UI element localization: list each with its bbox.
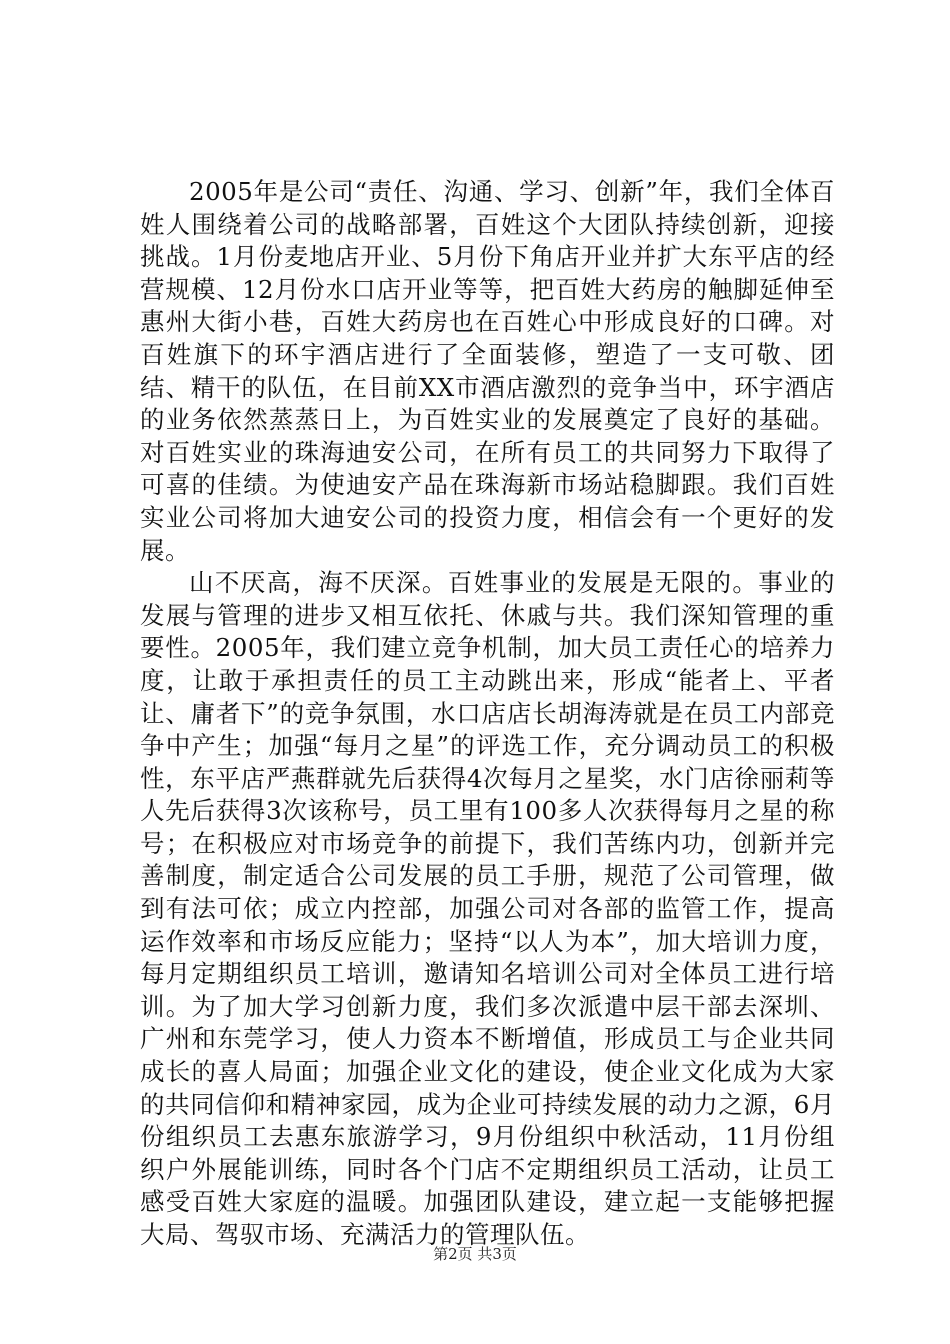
paragraph-2: 山不厌高，海不厌深。百姓事业的发展是无限的。事业的发展与管理的进步又相互依托、休戚与共。我们深知管理的重要性。2005年，我们建立竞争机制，加大员工责任心的培养力度，让敢于承担责任的员工主动跳出来，形成“能者上、平者让、庸者下”的竞争氛围，水口店店长胡海涛就是在员工内部竞争中产生；加强“每月之星”的评选工作，充分调动员工的积极性，东平店严燕群就先后获得4次每月之星奖，水门店徐丽莉等人先后获得3次该称号，员工里有100多人次获得每月之星的称号；在积极应对市场竞争的前提下，我们苦练内功，创新并完善制度，制定适合公司发展的员工手册，规范了公司管理，做到有法可依；成立内控部，加强公司对各部的监管工作，提高运作效率和市场反应能力；坚持“以人为本”，加大培训力度，每月定期组织员工培训，邀请知名培训公司对全体员工进行培训。为了加大学习创新力度，我们多次派遣中层干部去深圳、广州和东莞学习，使人力资本不断增值，形成员工与企业共同成长的喜人局面；加强企业文化的建设，使企业文化成为大家的共同信仰和精神家园，成为企业可持续发展的动力之源，6月份组织员工去惠东旅游学习，9月份组织中秋活动，11月份组织户外展能训练，同时各个门店不定期组织员工活动，让员工感受百姓大家庭的温暖。加强团队建设，建立起一支能够把握大局、驾驭市场、充满活力的管理队伍。 — [140, 568, 835, 1249]
page-number-footer: 第2页 共3页 — [433, 1245, 517, 1263]
document-body — [140, 176, 835, 1252]
paragraph-1: 2005年是公司“责任、沟通、学习、创新”年，我们全体百姓人围绕着公司的战略部署，百姓这个大团队持续创新，迎接挑战。1月份麦地店开业、5月份下角店开业并扩大东平店的经营规模、12月份水口店开业等等，把百姓大药房的触脚延伸至惠州大街小巷，百姓大药房也在百姓心中形成良好的口碑。对百姓旗下的环宇酒店进行了全面装修，塑造了一支可敬、团结、精干的队伍，在目前XX市酒店激烈的竞争当中，环宇酒店的业务依然蒸蒸日上，为百姓实业的发展奠定了良好的基础。对百姓实业的珠海迪安公司，在所有员工的共同努力下取得了可喜的佳绩。为使迪安产品在珠海新市场站稳脚跟。我们百姓实业公司将加大迪安公司的投资力度，相信会有一个更好的发展。 — [140, 177, 835, 565]
